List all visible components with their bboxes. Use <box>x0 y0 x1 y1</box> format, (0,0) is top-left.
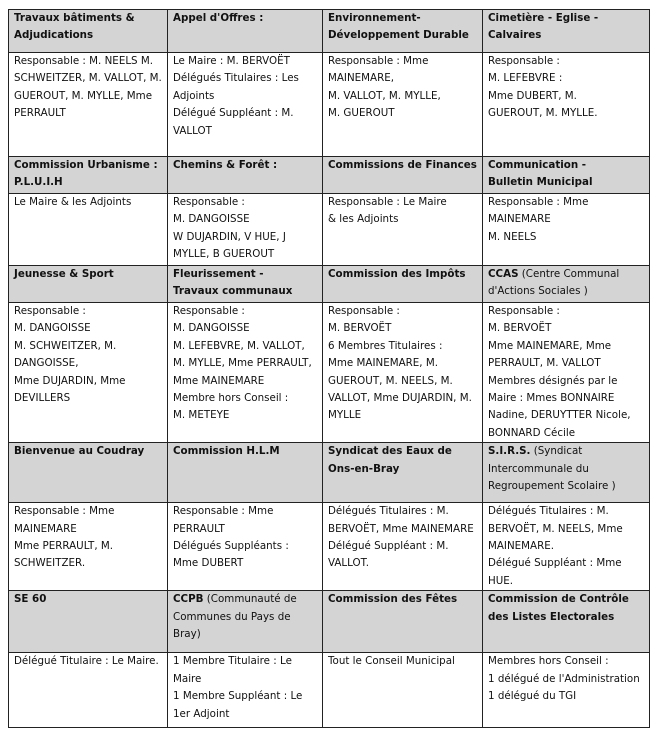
members-cell: Délégués Titulaires : M. BERVOËT, M. NEELS, Mme MAINEMARE. Délégué Suppléant : Mme HUE. <box>483 503 650 591</box>
header-cell <box>9 443 168 503</box>
members-row <box>9 653 650 728</box>
members-cell: Responsable : Mme MAINEMARE Mme PERRAULT, M. SCHWEITZER. <box>9 503 168 591</box>
commission-subtitle: (Syndicat Intercommunale du Regroupement Scolaire ) <box>488 445 616 493</box>
commission-title: Environnement- Développement Durable <box>328 12 469 42</box>
header-cell <box>9 10 168 53</box>
header-cell <box>323 10 483 53</box>
commission-title: Appel d'Offres : <box>173 12 264 24</box>
members-cell: Responsable : M. LEFEBVRE : Mme DUBERT, M. GUEROUT, M. MYLLE. <box>483 53 650 157</box>
members-cell: Membres hors Conseil : 1 délégué de l'Administration 1 délégué du TGI <box>483 653 650 728</box>
header-cell <box>483 443 650 503</box>
members-cell: Le Maire : M. BERVOËT Délégués Titulaires : Les Adjoints Délégué Suppléant : M. VALLOT <box>168 53 323 157</box>
members-cell: Responsable : M. NEELS M. SCHWEITZER, M. VALLOT, M. GUEROUT, M. MYLLE, Mme PERRAULT <box>9 53 168 157</box>
header-cell <box>168 157 323 194</box>
members-cell: Responsable : M. DANGOISSE M. LEFEBVRE, M. VALLOT, M. MYLLE, Mme PERRAULT, Mme MAINEMARE Membre hors Conseil : M. METEYE <box>168 303 323 443</box>
commission-title: CCAS <box>488 268 519 280</box>
members-cell: Responsable : Mme MAINEMARE M. NEELS <box>483 194 650 266</box>
commission-title: Jeunesse & Sport <box>14 268 114 280</box>
commission-title: Commissions de Finances <box>328 159 477 171</box>
members-row <box>9 53 650 157</box>
header-cell <box>168 443 323 503</box>
header-row <box>9 591 650 653</box>
header-cell <box>483 157 650 194</box>
header-cell <box>9 266 168 303</box>
members-cell: 1 Membre Titulaire : Le Maire 1 Membre Suppléant : Le 1er Adjoint <box>168 653 323 728</box>
members-cell: Responsable : M. DANGOISSE W DUJARDIN, V HUE, J MYLLE, B GUEROUT <box>168 194 323 266</box>
commission-title: Communication - Bulletin Municipal <box>488 159 593 189</box>
commission-title: Syndicat des Eaux de Ons-en-Bray <box>328 445 452 475</box>
header-cell <box>483 591 650 653</box>
members-cell: Le Maire & les Adjoints <box>9 194 168 266</box>
commission-subtitle: (Communauté de Communes du Pays de Bray) <box>173 593 297 641</box>
members-cell: Responsable : Mme PERRAULT Délégués Suppléants : Mme DUBERT <box>168 503 323 591</box>
header-cell <box>323 157 483 194</box>
commission-title: Commission des Fêtes <box>328 593 458 606</box>
members-cell: Responsable : Mme MAINEMARE, M. VALLOT, M. MYLLE, M. GUEROUT <box>323 53 483 157</box>
commission-subtitle: (Centre Communal d'Actions Sociales ) <box>488 268 620 298</box>
commission-title: SE 60 <box>14 593 47 606</box>
header-cell <box>9 591 168 653</box>
members-cell: Responsable : M. BERVOËT 6 Membres Titulaires : Mme MAINEMARE, M. GUEROUT, M. NEELS, M. VALLOT, Mme DUJARDIN, M. MYLLE <box>323 303 483 443</box>
members-cell: Responsable : M. BERVOËT Mme MAINEMARE, Mme PERRAULT, M. VALLOT Membres désignés par le Maire : Mmes BONNAIRE Nadine, DERUYTTER Nicole, BONNARD Cécile <box>483 303 650 443</box>
header-row <box>9 157 650 194</box>
commission-title: Cimetière - Eglise - Calvaires <box>488 12 599 42</box>
commission-title: Bienvenue au Coudray <box>14 445 145 458</box>
commission-title: Commission Urbanisme : P.L.U.I.H <box>14 159 158 189</box>
members-row <box>9 194 650 266</box>
header-cell <box>168 591 323 653</box>
header-cell <box>323 443 483 503</box>
header-cell <box>168 266 323 303</box>
members-row <box>9 303 650 443</box>
members-cell: Responsable : M. DANGOISSE M. SCHWEITZER, M. DANGOISSE, Mme DUJARDIN, Mme DEVILLERS <box>9 303 168 443</box>
members-cell: Délégué Titulaire : Le Maire. <box>9 653 168 728</box>
commission-title: Fleurissement - Travaux communaux <box>173 268 293 298</box>
members-row <box>9 503 650 591</box>
commission-title: S.I.R.S. <box>488 445 531 458</box>
commission-title: Commission de Contrôle des Listes Electorales <box>488 593 629 623</box>
commission-title: Travaux bâtiments & Adjudications <box>14 12 135 42</box>
members-cell: Délégués Titulaires : M. BERVOËT, Mme MAINEMARE Délégué Suppléant : M. VALLOT. <box>323 503 483 591</box>
commissions-table <box>8 9 650 728</box>
header-cell <box>323 266 483 303</box>
header-row <box>9 443 650 503</box>
header-cell <box>9 157 168 194</box>
commission-title: Chemins & Forêt : <box>173 159 278 171</box>
members-cell: Tout le Conseil Municipal <box>323 653 483 728</box>
header-row <box>9 10 650 53</box>
header-cell <box>483 10 650 53</box>
members-cell: Responsable : Le Maire & les Adjoints <box>323 194 483 266</box>
header-row <box>9 266 650 303</box>
commission-title: CCPB <box>173 593 204 606</box>
commission-title: Commission H.L.M <box>173 445 280 458</box>
header-cell <box>168 10 323 53</box>
header-cell <box>483 266 650 303</box>
header-cell <box>323 591 483 653</box>
commission-title: Commission des Impôts <box>328 268 466 280</box>
